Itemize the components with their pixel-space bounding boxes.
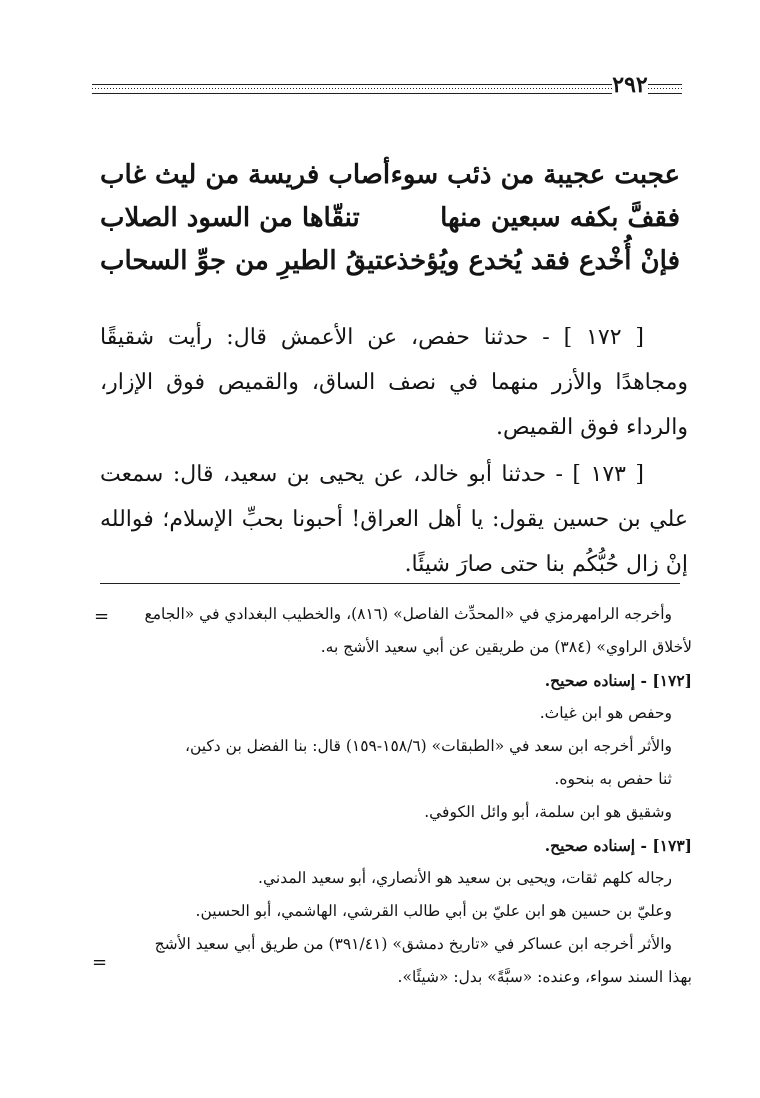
footnote-line: وحفص هو ابن غياث. — [539, 704, 672, 722]
continuation-mark-top: = — [94, 606, 110, 627]
header-rule-right — [648, 84, 682, 94]
footnote-heading-173: [١٧٣] - إسناده صحيح. — [544, 836, 692, 855]
verse-3 — [90, 246, 690, 289]
poem — [90, 160, 690, 289]
footnote-line: لأخلاق الراوي» (٣٨٤) من طريقين عن أبي سعيد الأشج به. — [320, 638, 692, 656]
verse-1-first-hemistich: عجبت عجيبة من ذئب سوء — [390, 160, 680, 190]
verse-1-second-hemistich: أصاب فريسة من ليث غاب — [100, 160, 391, 190]
footnote-heading-172: [١٧٢] - إسناده صحيح. — [544, 671, 692, 690]
footnote-line: بهذا السند سواء، وعنده: «سبَّةً» بدل: «شيئًا». — [397, 968, 692, 986]
footnote-line: والأثر أخرجه ابن عساكر في «تاريخ دمشق» (٣٩١/٤١) من طريق أبي سعيد الأشج — [154, 935, 672, 953]
footnote-line: وعليّ بن حسين هو ابن عليّ بن أبي طالب القرشي، الهاشمي، أبو الحسين. — [195, 902, 672, 920]
continuation-mark-bottom: = — [92, 952, 108, 973]
footnote-line: والأثر أخرجه ابن سعد في «الطبقات» (١٥٨/٦-١٥٩) قال: بنا الفضل بن دكين، — [184, 737, 672, 755]
verse-1 — [90, 160, 690, 203]
footnote-line: ثنا حفص به بنحوه. — [554, 770, 672, 788]
verse-2 — [90, 203, 690, 246]
footnote-line: رجاله كلهم ثقات، ويحيى بن سعيد هو الأنصاري، أبو سعيد المدني. — [258, 869, 672, 887]
footnotes — [92, 598, 692, 994]
verse-3-first-hemistich: فإنْ أُخْدع فقد يُخدع ويُؤخذ — [396, 246, 680, 276]
main-text — [100, 315, 688, 589]
footnote-separator — [100, 583, 680, 584]
footnote-line: وأخرجه الرامهرمزي في «المحدِّث الفاصل» (٨١٦)، والخطيب البغدادي في «الجامع — [144, 605, 672, 623]
page-number: ٢٩٢ — [612, 72, 648, 98]
footnote-line: وشقيق هو ابن سلمة، أبو وائل الكوفي. — [424, 803, 672, 821]
narration-172: [ ١٧٢ ] - حدثنا حفص، عن الأعمش قال: رأيت شقيقًا ومجاهدًا والأزر منهما في نصف الساق، والقميص فوق الإزار، والرداء فوق القميص. — [100, 325, 688, 440]
verse-2-first-hemistich: فقفَّ بكفه سبعين منها — [440, 203, 680, 233]
header-rule — [92, 84, 612, 94]
narration-173: [ ١٧٣ ] - حدثنا أبو خالد، عن يحيى بن سعيد، قال: سمعت علي بن حسين يقول: يا أهل العراق! أحبونا بحبِّ الإسلام؛ فوالله إنْ زال حُبُّكُم بنا حتى صارَ شيئًا. — [100, 462, 688, 577]
verse-3-second-hemistich: عتيقُ الطيرِ من جوِّ السحاب — [100, 246, 399, 276]
verse-2-second-hemistich: تنقّاها من السود الصلاب — [100, 203, 360, 233]
